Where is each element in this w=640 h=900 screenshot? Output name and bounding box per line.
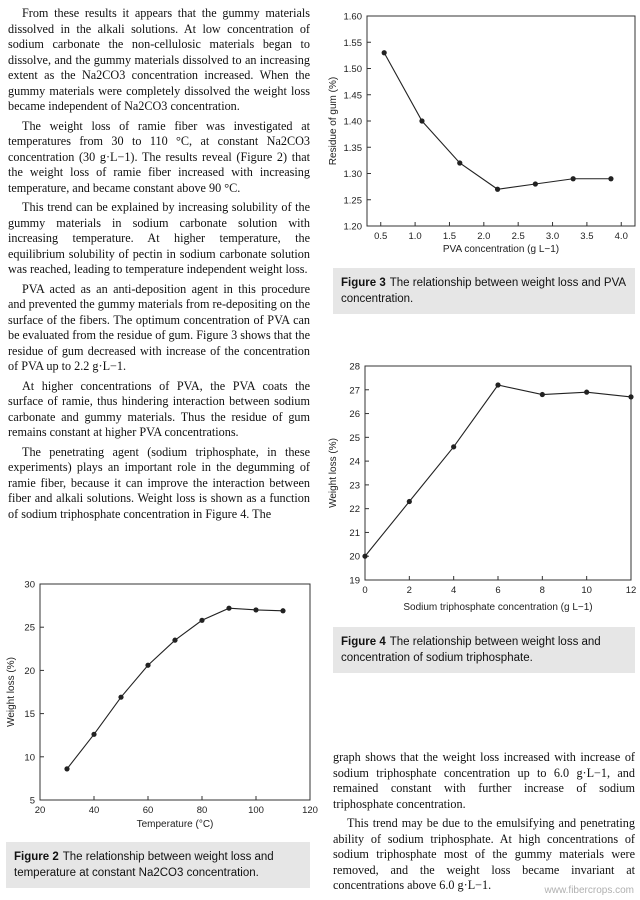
left-text-column [8, 6, 310, 526]
data-point [64, 766, 69, 771]
plot-frame [365, 366, 631, 580]
figure-label: Figure 3 [341, 277, 386, 289]
y-tick-label: 1.40 [343, 116, 362, 128]
y-tick-label: 1.25 [343, 195, 362, 207]
paragraph: PVA acted as an anti-deposition agent in this procedure and prevented the gummy materials from re-depositing on the surface of the fibers. The optimum concentration of PVA can be evaluated from the residue of gum. Figure 3 shows that the residue of gum decreased with increase of the concentration of PVA up to 2.2 g·L−1. [8, 281, 310, 373]
y-tick-label: 25 [24, 622, 35, 634]
data-point [495, 382, 500, 387]
y-tick-label: 30 [24, 579, 35, 591]
data-point [253, 607, 258, 612]
y-tick-label: 20 [349, 551, 360, 563]
data-point [91, 732, 96, 737]
paragraph: The penetrating agent (sodium triphosphate, in these experiments) plays an important role in the degumming of ramie fiber, because it can improve the interaction between fiber and alkali solutions. Weight loss is shown as a function of sodium triphosphate concentration in Figure 4. The [8, 444, 310, 521]
y-tick-label: 25 [349, 432, 360, 444]
data-point [382, 50, 387, 55]
y-tick-label: 1.55 [343, 37, 362, 49]
y-tick-label: 26 [349, 409, 360, 421]
y-axis-label: Residue of gum (%) [328, 76, 339, 166]
data-point [628, 394, 633, 399]
x-tick-label: 2 [406, 585, 412, 596]
y-tick-label: 1.35 [343, 142, 362, 154]
x-tick-label: 1.0 [408, 231, 422, 242]
data-point [419, 118, 424, 123]
series-line [67, 608, 283, 769]
x-tick-label: 10 [581, 585, 592, 596]
figure-label: Figure 4 [341, 636, 386, 648]
y-tick-label: 23 [349, 480, 360, 492]
paragraph: From these results it appears that the gummy materials dissolved in the alkali solutions. At low concentration of sodium carbonate the non-cellulosic materials began to dissolve, and the gummy materials dissolved to an increasing extent as the Na2CO3 concentration increased. When the gummy materials were completely dissolved the weight loss became independent of Na2CO3 concentration. [8, 6, 310, 113]
data-point [280, 608, 285, 613]
x-tick-label: 3.0 [545, 231, 560, 242]
watermark: www.fibercrops.com [544, 885, 634, 896]
x-tick-label: 20 [34, 805, 46, 816]
caption-text: The relationship between weight loss and temperature at constant Na2CO3 concentration. [14, 851, 274, 879]
figure-4-caption [333, 627, 635, 673]
x-tick-label: 3.5 [580, 231, 594, 242]
figure-4-chart [322, 352, 640, 622]
paragraph: This trend may be due to the emulsifying and penetrating ability of sodium triphosphate. At high concentrations of sodium triphosphate most of the gummy materials were removed, and the weight loss became invariant at concentrations above 6.0 g·L−1. [333, 816, 635, 892]
series-line [365, 385, 631, 556]
x-tick-label: 8 [539, 585, 545, 596]
x-tick-label: 0 [362, 585, 368, 596]
data-point [118, 695, 123, 700]
paragraph: graph shows that the weight loss increased with increase of sodium triphosphate concentration up to 6.0 g·L−1, and remained constant with further increase of sodium triphosphate concentration. [333, 750, 635, 811]
x-tick-label: 2.5 [511, 231, 525, 242]
figure-2-chart [0, 572, 320, 840]
x-tick-label: 2.0 [477, 231, 491, 242]
x-axis-label: Temperature (°C) [136, 819, 214, 830]
data-point [172, 638, 177, 643]
y-tick-label: 1.60 [343, 11, 362, 23]
x-axis-label: PVA concentration (g L−1) [442, 244, 560, 255]
y-tick-label: 22 [349, 504, 360, 516]
x-tick-label: 40 [88, 805, 100, 816]
data-point [608, 176, 613, 181]
data-point [457, 160, 462, 165]
data-point [407, 499, 412, 504]
paragraph: At higher concentrations of PVA, the PVA coats the surface of ramie, thus hindering interaction between sodium carbonate and gummy materials. Thus the residue of gum remains constant at higher PVA concentrations. [8, 378, 310, 439]
data-point [584, 390, 589, 395]
paragraph: The weight loss of ramie fiber was investigated at temperatures from 30 to 110 °C, at constant Na2CO3 concentration (30 g·L−1). The results reveal (Figure 2) that the weight loss of ramie fiber increased with increasing temperature, and became constant above 90 °C. [8, 118, 310, 195]
y-tick-label: 1.45 [343, 90, 362, 102]
y-tick-label: 27 [349, 385, 360, 397]
x-tick-label: 6 [495, 585, 501, 596]
x-tick-label: 4.0 [614, 231, 628, 242]
x-tick-label: 80 [196, 805, 208, 816]
data-point [533, 181, 538, 186]
x-tick-label: 100 [248, 805, 264, 816]
y-tick-label: 5 [29, 795, 35, 807]
data-point [540, 392, 545, 397]
y-tick-label: 20 [24, 665, 35, 677]
figure-2-caption [6, 842, 310, 888]
figure-3-chart [322, 0, 640, 262]
data-point [451, 444, 456, 449]
y-tick-label: 15 [24, 709, 35, 721]
x-tick-label: 1.5 [442, 231, 457, 242]
right-text-column [333, 750, 635, 898]
caption-text: The relationship between weight loss and concentration of sodium triphosphate. [341, 636, 601, 664]
data-point [199, 618, 204, 623]
data-point [495, 187, 500, 192]
x-axis-label: Sodium triphosphate concentration (g L−1) [403, 602, 593, 613]
figure-label: Figure 2 [14, 851, 59, 863]
x-tick-label: 120 [302, 805, 318, 816]
data-point [571, 176, 576, 181]
data-point [362, 554, 367, 559]
x-tick-label: 0.5 [374, 231, 388, 242]
x-tick-label: 12 [625, 585, 637, 596]
series-line [384, 53, 611, 190]
data-point [145, 663, 150, 668]
paragraph: This trend can be explained by increasing solubility of the gummy materials in sodium carbonate solution with increasing temperature. At higher temperature, the equilibrium solubility of pectin in sodium carbonate solution was reached, leading to temperature independent weight loss. [8, 200, 310, 276]
y-tick-label: 1.20 [343, 221, 362, 233]
y-tick-label: 21 [349, 527, 360, 539]
plot-frame [367, 16, 635, 226]
y-tick-label: 1.30 [343, 169, 362, 180]
y-tick-label: 19 [349, 575, 360, 587]
plot-frame [40, 584, 310, 800]
y-tick-label: 1.50 [343, 64, 362, 75]
y-tick-label: 10 [24, 752, 35, 764]
data-point [226, 606, 231, 611]
x-tick-label: 60 [142, 805, 154, 816]
caption-text: The relationship between weight loss and PVA concentration. [341, 277, 626, 305]
x-tick-label: 4 [451, 585, 457, 596]
y-axis-label: Weight loss (%) [6, 657, 17, 727]
y-axis-label: Weight loss (%) [328, 438, 339, 508]
figure-3-caption [333, 268, 635, 314]
y-tick-label: 28 [349, 361, 360, 373]
y-tick-label: 24 [349, 456, 360, 468]
